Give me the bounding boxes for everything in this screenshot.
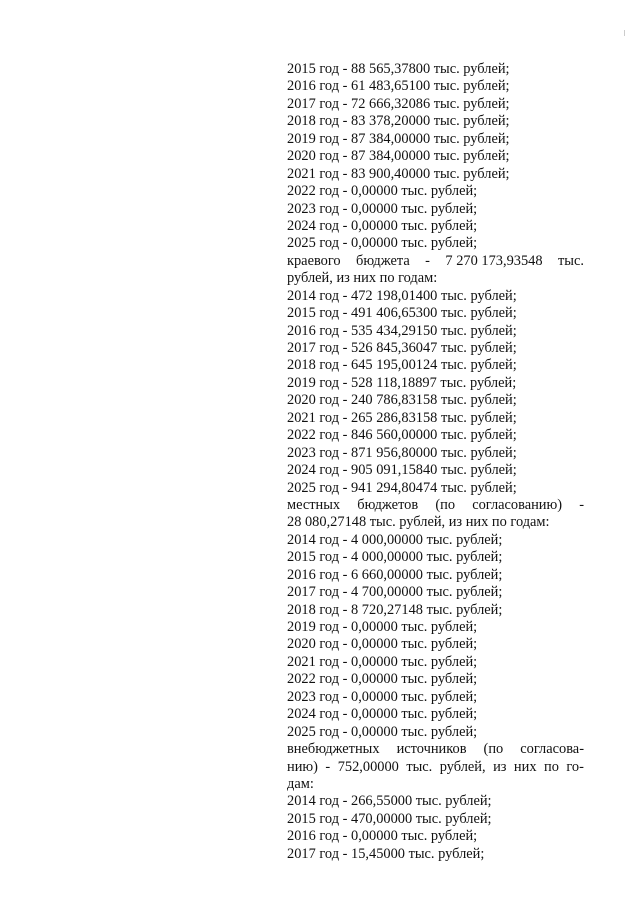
scan-mark — [624, 30, 625, 36]
text-line: 2016 год - 6 660,00000 тыс. рублей; — [287, 566, 503, 583]
text-word: (по — [435, 496, 456, 513]
text-line: 2025 год - 0,00000 тыс. рублей; — [287, 235, 478, 252]
text-word: согласованию) — [472, 496, 563, 513]
text-line: 2024 год - 0,00000 тыс. рублей; — [287, 217, 478, 234]
text-line: 2016 год - 0,00000 тыс. рублей; — [287, 828, 478, 845]
text-line: 2021 год - 0,00000 тыс. рублей; — [287, 653, 478, 670]
text-word: нию) — [287, 758, 318, 775]
text-line: 2019 год - 87 384,00000 тыс. рублей; — [287, 130, 510, 147]
text-word: тыс. — [558, 252, 584, 269]
text-word: по — [544, 758, 559, 775]
text-line: 2016 год - 535 434,29150 тыс. рублей; — [287, 322, 517, 339]
justified-text-line — [287, 497, 584, 514]
text-line: 2023 год - 0,00000 тыс. рублей; — [287, 688, 478, 705]
text-word: бюджетов — [357, 496, 419, 513]
text-line: 2022 год - 846 560,00000 тыс. рублей; — [287, 427, 517, 444]
text-line: 2018 год - 645 195,00124 тыс. рублей; — [287, 357, 517, 374]
justified-text-line — [287, 759, 584, 776]
text-line: 2025 год - 0,00000 тыс. рублей; — [287, 723, 478, 740]
text-word: - — [579, 496, 584, 513]
text-line: 2025 год - 941 294,80474 тыс. рублей; — [287, 479, 517, 496]
text-line: 2023 год - 871 956,80000 тыс. рублей; — [287, 444, 517, 461]
document-text-column — [287, 61, 584, 863]
text-word: из — [493, 758, 507, 775]
text-line: рублей, из них по годам: — [287, 270, 438, 287]
text-word: согласова- — [520, 741, 584, 758]
text-word: - — [425, 252, 430, 269]
text-word: них — [513, 758, 537, 775]
text-word: местных — [287, 496, 341, 513]
text-line: 2020 год - 0,00000 тыс. рублей; — [287, 636, 478, 653]
text-line: 2020 год - 87 384,00000 тыс. рублей; — [287, 148, 510, 165]
text-line: 2017 год - 72 666,32086 тыс. рублей; — [287, 95, 510, 112]
text-line: 2021 год - 83 900,40000 тыс. рублей; — [287, 165, 510, 182]
text-line: дам: — [287, 775, 314, 792]
text-word: тыс. — [406, 758, 433, 775]
text-line: 2018 год - 83 378,20000 тыс. рублей; — [287, 113, 510, 130]
text-word: краевого — [287, 252, 341, 269]
text-word: рублей, — [439, 758, 486, 775]
justified-text-line — [287, 253, 584, 270]
text-line: 2023 год - 0,00000 тыс. рублей; — [287, 200, 478, 217]
text-line: 2015 год - 491 406,65300 тыс. рублей; — [287, 305, 517, 322]
text-line: 2019 год - 0,00000 тыс. рублей; — [287, 619, 478, 635]
text-line: 2018 год - 8 720,27148 тыс. рублей; — [287, 601, 503, 618]
text-word: источников — [396, 741, 467, 758]
text-line: 2015 год - 88 565,37800 тыс. рублей; — [287, 61, 510, 77]
text-word: бюджета — [356, 252, 410, 269]
text-line: 2022 год - 0,00000 тыс. рублей; — [287, 671, 478, 688]
text-line: 2020 год - 240 786,83158 тыс. рублей; — [287, 392, 517, 409]
text-line: 2015 год - 470,00000 тыс. рублей; — [287, 810, 492, 827]
text-word: 752,00000 — [337, 758, 399, 775]
text-line: 2017 год - 4 700,00000 тыс. рублей; — [287, 584, 503, 601]
text-line: 2024 год - 905 091,15840 тыс. рублей; — [287, 462, 517, 479]
text-word: - — [325, 758, 331, 775]
text-line: 2024 год - 0,00000 тыс. рублей; — [287, 706, 478, 723]
justified-text-line — [287, 741, 584, 758]
text-line: 2021 год - 265 286,83158 тыс. рублей; — [287, 409, 517, 426]
text-line: 2014 год - 4 000,00000 тыс. рублей; — [287, 531, 503, 548]
text-line: 2017 год - 526 845,36047 тыс. рублей; — [287, 340, 517, 356]
text-line: 28 080,27148 тыс. рублей, из них по годам: — [287, 514, 550, 531]
text-line: 2019 год - 528 118,18897 тыс. рублей; — [287, 374, 517, 391]
text-line: 2014 год - 266,55000 тыс. рублей; — [287, 793, 492, 810]
text-line: 2017 год - 15,45000 тыс. рублей; — [287, 845, 485, 862]
text-word: внебюджетных — [287, 741, 380, 758]
text-word: 7 270 173,93548 — [445, 252, 543, 269]
text-line: 2014 год - 472 198,01400 тыс. рублей; — [287, 287, 517, 304]
text-word: го- — [566, 758, 584, 775]
text-line: 2016 год - 61 483,65100 тыс. рублей; — [287, 78, 510, 95]
text-word: (по — [483, 741, 504, 758]
text-line: 2015 год - 4 000,00000 тыс. рублей; — [287, 549, 503, 566]
text-line: 2022 год - 0,00000 тыс. рублей; — [287, 183, 478, 200]
